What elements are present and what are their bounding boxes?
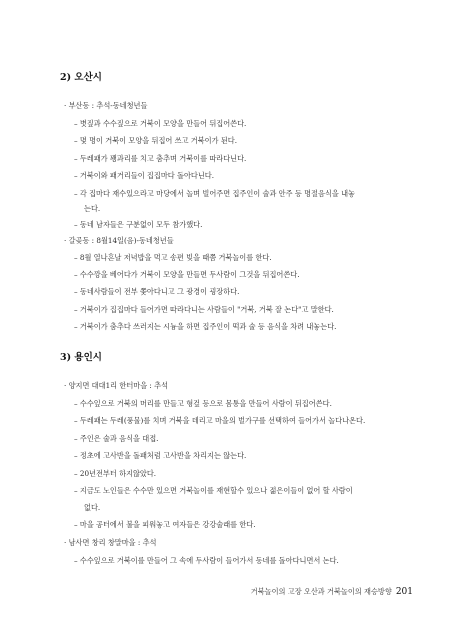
footer-running-title: 거북놀이의 고장 오산과 거북놀이의 재승방향 [250,587,392,596]
section1-line: – 수수깡을 베어다가 거북이 모양을 만들면 두사람이 그것을 뒤집어쓴다. [74,270,300,279]
section2-line: – 정초에 고사반을 돌패처럼 고사반을 차리지는 않는다. [74,451,247,460]
section1-line: · 부산동 : 추석-동네청년들 [64,101,148,110]
section2-line: – 마을 공터에서 불을 피워놓고 여자들은 강강술래를 한다. [74,520,256,529]
section1-line: – 동네사람들이 전부 쫓아다니고 그 광경이 굉장하다. [74,287,240,296]
section1-line: – 각 집마다 재수있으라고 마당에서 놀며 빌어주면 집주인이 술과 안주 등 명절음식을 내놓 [74,189,355,198]
section-title-yongin: 3) 용인시 [60,352,102,363]
section2-line: – 두레패는 두레(풍물)를 치며 거북을 데리고 마을의 벌가구를 선택하여 들어가서 놀다나온다. [74,416,366,425]
section2-line: · 양지면 대대1리 한터마을 : 추석 [64,381,169,390]
section-title-osan: 2) 오산시 [60,72,102,83]
section1-line: – 볏짚과 수수짚으로 거북이 모양을 만들어 뒤집어쓴다. [74,119,247,128]
section1-line: – 두레패가 꽹과리를 치고 춤추며 거북이를 따라다닌다. [74,154,247,163]
section1-line: 는다. [84,204,101,213]
page-footer [251,587,413,597]
section2-line: – 수수잎으로 거북의 머리를 만들고 형겊 등으로 몸통을 만들어 사람이 뒤집어쓴다. [74,399,332,408]
section2-line: – 수수잎으로 거북이를 만들어 그 속에 두사람이 들어가서 동네를 돌아다니면서 논다. [74,556,339,565]
section1-line: · 갈곶동 : 8월14일(음)-동네청년들 [64,236,174,245]
section2-line: · 남사면 창리 창말마을 : 추석 [64,538,157,547]
section1-line: – 몇 명이 거북이 모양을 뒤집어 쓰고 거북이가 된다. [74,136,238,145]
section2-line: – 20년전부터 하지않았다. [74,469,157,478]
section1-line: – 거북이가 집집마다 들어가면 따라다니는 사람들이 "거북, 거북 잘 논다"고 말한다. [74,305,334,314]
section1-line: – 8월 열나흔날 저녁밥을 먹고 송편 빚을 때쯤 거북놀이를 한다. [74,253,272,262]
section1-line: – 동네 남자들은 구분없이 모두 참가했다. [74,220,203,229]
section2-line: 없다. [84,503,101,512]
section1-line: – 거북이와 패거리들이 집집마다 돌아다닌다. [74,171,214,180]
section2-line: – 지금도 노인들은 수수만 있으면 거북놀이를 재현할수 있으나 젊은이들이 없어 할 사람이 [74,486,353,495]
section1-line: – 거북이가 춤추다 쓰러지는 시늉을 하면 집주인이 떡과 술 등 음식을 차려 내놓는다. [74,322,337,331]
section2-line: – 주인은 술과 음식을 대접. [74,434,159,443]
page-number: 201 [395,587,413,597]
